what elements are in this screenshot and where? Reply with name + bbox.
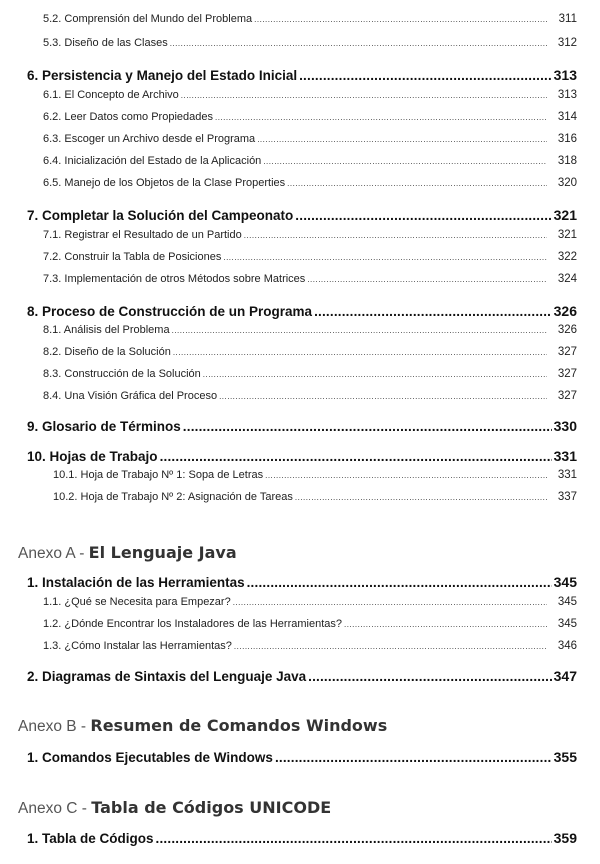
toc-entry-page: 345 (557, 618, 577, 630)
dot-leader (275, 750, 552, 765)
toc-entry-title: 1.1. ¿Qué se Necesita para Empezar? (43, 596, 231, 608)
toc-chapter-page: 330 (553, 418, 577, 434)
toc-entry (43, 368, 577, 380)
toc-entry-page: 346 (557, 640, 577, 652)
dot-leader (203, 368, 547, 380)
toc-entry (43, 37, 577, 49)
dot-leader (299, 68, 552, 83)
toc-chapter-page: 359 (553, 830, 577, 846)
dot-leader (223, 251, 547, 263)
toc-entry-title: 1.2. ¿Dónde Encontrar los Instaladores de las Herramientas? (43, 618, 342, 630)
toc-chapter-title: 9. Glosario de Términos (27, 419, 181, 434)
dot-leader (247, 575, 552, 590)
annex-label: Anexo C - (18, 800, 92, 817)
dot-leader (172, 324, 547, 336)
toc-chapter-page: 331 (553, 448, 577, 464)
toc-entry-page: 321 (557, 229, 577, 241)
toc-entry-page: 331 (557, 469, 577, 481)
toc-entry-title: 5.3. Diseño de las Clases (43, 37, 168, 49)
toc-chapter-title: 6. Persistencia y Manejo del Estado Inicial (27, 68, 298, 83)
annex-heading (18, 798, 331, 818)
toc-entry (43, 133, 577, 145)
toc-entry-page: 312 (557, 37, 577, 49)
toc-chapter-title: 10. Hojas de Trabajo (27, 449, 158, 464)
toc-entry-title: 7.2. Construir la Tabla de Posiciones (43, 251, 222, 263)
toc-entry-page: 318 (557, 155, 577, 167)
toc-chapter (27, 303, 577, 319)
toc-entry-page: 316 (557, 133, 577, 145)
toc-entry (43, 89, 577, 101)
toc-entry-title: 6.4. Inicialización del Estado de la Aplicación (43, 155, 262, 167)
toc-entry (43, 177, 577, 189)
annex-title: Tabla de Códigos UNICODE (91, 798, 332, 817)
dot-leader (257, 133, 547, 145)
toc-chapter (27, 207, 577, 223)
toc-chapter-page: 355 (553, 749, 577, 765)
annex-title: El Lenguaje Java (88, 543, 237, 562)
toc-chapter (27, 749, 577, 765)
toc-entry-page: 314 (557, 111, 577, 123)
toc-entry (43, 618, 577, 630)
toc-entry-title: 1.3. ¿Cómo Instalar las Herramientas? (43, 640, 232, 652)
toc-entry-page: 322 (557, 251, 577, 263)
dot-leader (170, 37, 547, 49)
toc-entry-page: 324 (557, 273, 577, 285)
toc-entry-title: 6.5. Manejo de los Objetos de la Clase Properties (43, 177, 286, 189)
toc-entry (43, 251, 577, 263)
toc-chapter (27, 67, 577, 83)
toc-entry-title: 7.1. Registrar el Resultado de un Partido (43, 229, 242, 241)
toc-entry-title: 6.3. Escoger un Archivo desde el Programa (43, 133, 256, 145)
toc-entry-title: 10.1. Hoja de Trabajo Nº 1: Sopa de Letras (53, 469, 264, 481)
dot-leader (265, 469, 547, 481)
toc-entry-title: 6.2. Leer Datos como Propiedades (43, 111, 213, 123)
toc-entry-page: 326 (557, 324, 577, 336)
dot-leader (183, 419, 552, 434)
toc-chapter-title: 1. Tabla de Códigos (27, 831, 154, 846)
toc-chapter (27, 668, 577, 684)
toc-entry-title: 8.4. Una Visión Gráfica del Proceso (43, 390, 218, 402)
toc-entry (43, 273, 577, 285)
dot-leader (160, 449, 552, 464)
toc-chapter (27, 448, 577, 464)
toc-chapter-title: 8. Proceso de Construcción de un Programa (27, 304, 313, 319)
toc-entry (43, 596, 577, 608)
dot-leader (233, 596, 547, 608)
dot-leader (254, 13, 547, 25)
toc-entry-title: 7.3. Implementación de otros Métodos sobre Matrices (43, 273, 306, 285)
annex-title: Resumen de Comandos Windows (90, 716, 388, 735)
toc-entry-title: 5.2. Comprensión del Mundo del Problema (43, 13, 253, 25)
toc-entry (43, 390, 577, 402)
dot-leader (156, 831, 552, 846)
toc-entry-page: 337 (557, 491, 577, 503)
dot-leader (234, 640, 547, 652)
toc-entry (43, 111, 577, 123)
toc-entry (43, 155, 577, 167)
dot-leader (263, 155, 547, 167)
dot-leader (307, 273, 547, 285)
toc-entry-page: 320 (557, 177, 577, 189)
toc-entry-title: 6.1. El Concepto de Archivo (43, 89, 179, 101)
toc-entry-page: 345 (557, 596, 577, 608)
annex-heading (18, 543, 237, 563)
toc-entry-page: 313 (557, 89, 577, 101)
toc-entry-page: 327 (557, 368, 577, 380)
toc-entry-page: 327 (557, 390, 577, 402)
toc-entry (43, 13, 577, 25)
toc-entry-title: 10.2. Hoja de Trabajo Nº 2: Asignación de Tareas (53, 491, 293, 503)
dot-leader (295, 491, 547, 503)
toc-chapter (27, 830, 577, 846)
dot-leader (219, 390, 547, 402)
toc-entry-title: 8.3. Construcción de la Solución (43, 368, 201, 380)
dot-leader (344, 618, 547, 630)
toc-chapter-page: 347 (553, 668, 577, 684)
toc-chapter (27, 574, 577, 590)
dot-leader (215, 111, 547, 123)
toc-chapter-title: 1. Instalación de las Herramientas (27, 575, 245, 590)
toc-entry-title: 8.1. Análisis del Problema (43, 324, 170, 336)
dot-leader (173, 346, 547, 358)
toc-chapter (27, 418, 577, 434)
toc-entry (43, 229, 577, 241)
annex-label: Anexo B - (18, 718, 91, 735)
toc-entry-page: 327 (557, 346, 577, 358)
toc-chapter-page: 321 (553, 207, 577, 223)
toc-chapter-page: 313 (553, 67, 577, 83)
toc-entry (43, 640, 577, 652)
toc-entry-page: 311 (558, 13, 577, 25)
toc-entry (53, 469, 577, 481)
annex-heading (18, 716, 387, 736)
toc-entry (53, 491, 577, 503)
toc-chapter-page: 345 (553, 574, 577, 590)
dot-leader (181, 89, 547, 101)
dot-leader (244, 229, 547, 241)
toc-chapter-title: 2. Diagramas de Sintaxis del Lenguaje Java (27, 669, 307, 684)
toc-chapter-title: 7. Completar la Solución del Campeonato (27, 208, 294, 223)
toc-entry-title: 8.2. Diseño de la Solución (43, 346, 171, 358)
toc-entry (43, 346, 577, 358)
toc-chapter-page: 326 (553, 303, 577, 319)
annex-label: Anexo A - (18, 545, 89, 562)
dot-leader (287, 177, 547, 189)
toc-chapter-title: 1. Comandos Ejecutables de Windows (27, 750, 273, 765)
toc-entry (43, 324, 577, 336)
dot-leader (314, 304, 552, 319)
dot-leader (295, 208, 551, 223)
dot-leader (308, 669, 552, 684)
